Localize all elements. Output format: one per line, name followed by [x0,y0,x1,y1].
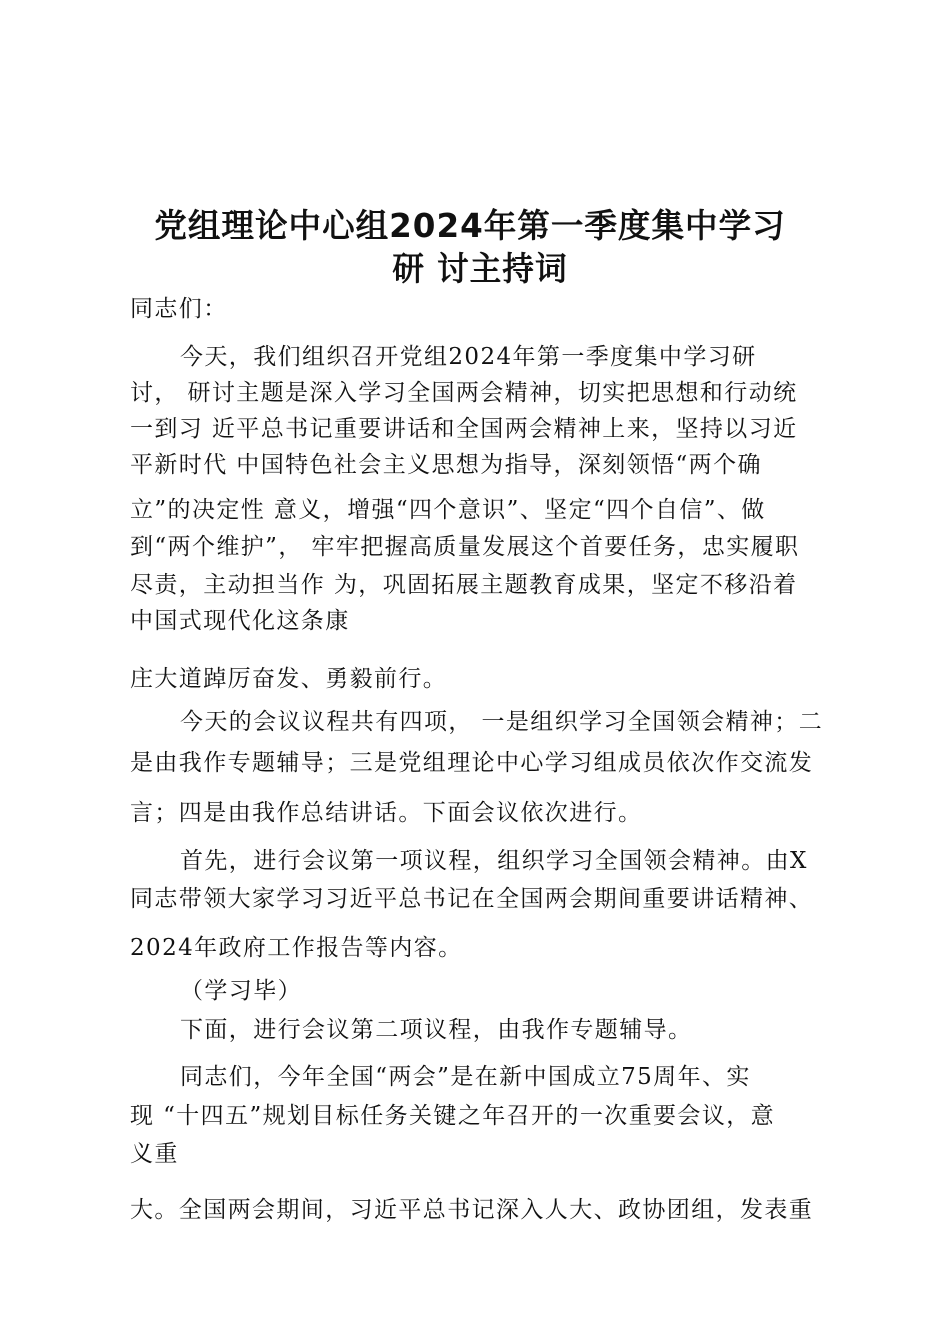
document-title-line-2: 研 讨主持词 [392,249,568,288]
paragraph-1-line-3: 一到习 近平总书记重要讲话和全国两会精神上来，坚持以习近 [130,416,798,442]
paragraph-1-line-4: 平新时代 中国特色社会主义思想为指导，深刻领悟“两个确 [130,452,762,478]
paragraph-5-line-4: 大。全国两会期间，习近平总书记深入人大、政协团组，发表重 [130,1197,814,1223]
paragraph-2-line-2: 是由我作专题辅导；三是党组理论中心学习组成员依次作交流发 [130,750,814,776]
document-title-line-1: 党组理论中心组2024年第一季度集中学习 [154,206,786,245]
study-finished-note: （学习毕） [180,978,302,1004]
paragraph-1-line-1: 今天，我们组织召开党组2024年第一季度集中学习研 [180,344,757,370]
paragraph-1-line-6: 到“两个维护”， 牢牢把握高质量发展这个首要任务，忠实履职 [130,534,800,560]
paragraph-5-line-1: 同志们，今年全国“两会”是在新中国成立75周年、实 [180,1064,751,1090]
paragraph-4-line-1: 下面，进行会议第二项议程，由我作专题辅导。 [180,1017,693,1043]
paragraph-2-line-3: 言；四是由我作总结讲话。下面会议依次进行。 [130,800,643,826]
paragraph-1-line-9: 庄大道踔厉奋发、勇毅前行。 [130,666,448,692]
paragraph-1-line-5: 立”的决定性 意义，增强“四个意识”、坚定“四个自信”、做 [130,497,766,523]
paragraph-5-line-3: 义重 [130,1141,179,1167]
paragraph-1-line-7: 尽责，主动担当作 为，巩固拓展主题教育成果，坚定不移沿着 [130,572,798,598]
paragraph-1-line-8: 中国式现代化这条康 [130,608,350,634]
paragraph-3-line-1: 首先，进行会议第一项议程，组织学习全国领会精神。由X [180,848,808,874]
paragraph-5-line-2: 现 “十四五”规划目标任务关键之年召开的一次重要会议，意 [130,1103,776,1129]
greeting: 同志们： [130,296,228,322]
paragraph-3-line-2: 同志带领大家学习习近平总书记在全国两会期间重要讲话精神、 [130,886,814,912]
paragraph-1-line-2: 讨， 研讨主题是深入学习全国两会精神，切实把思想和行动统 [130,380,798,406]
paragraph-3-line-3: 2024年政府工作报告等内容。 [130,935,463,961]
paragraph-2-line-1: 今天的会议议程共有四项， 一是组织学习全国领会精神；二 [180,709,824,735]
